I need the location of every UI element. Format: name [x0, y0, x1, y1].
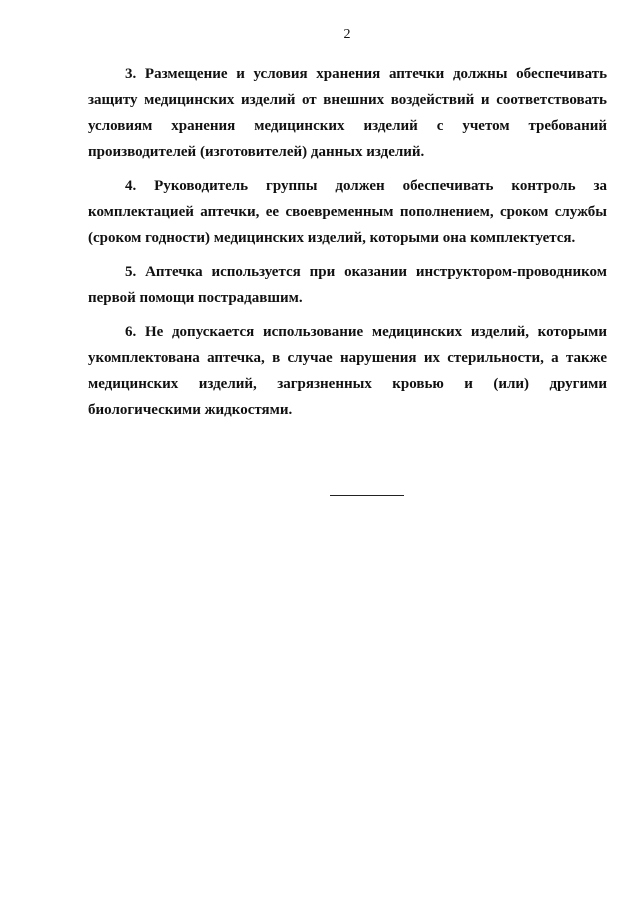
document-body: [88, 61, 607, 423]
paragraph-4: 4. Руководитель группы должен обеспечивать контроль за комплектацией аптечки, ее своевременным пополнением, сроком службы (сроком годности) медицинских изделий, которыми она комплектуется.: [88, 178, 607, 246]
end-separator-line: [330, 495, 404, 496]
paragraph-6: 6. Не допускается использование медицинских изделий, которыми укомплектована аптечка, в случае нарушения их стерильности, а также медицинских изделий, загрязненных кровью и (или) другими биологическими жидкостями.: [88, 324, 607, 418]
page-number: 2: [343, 27, 351, 42]
paragraph-5: 5. Аптечка используется при оказании инструктором-проводником первой помощи пострадавшим.: [88, 264, 607, 306]
paragraph-3: 3. Размещение и условия хранения аптечки должны обеспечивать защиту медицинских изделий от внешних воздействий и соответствовать условиям хранения медицинских изделий с учетом требований производителей (изготовителей) данных изделий.: [88, 66, 607, 160]
